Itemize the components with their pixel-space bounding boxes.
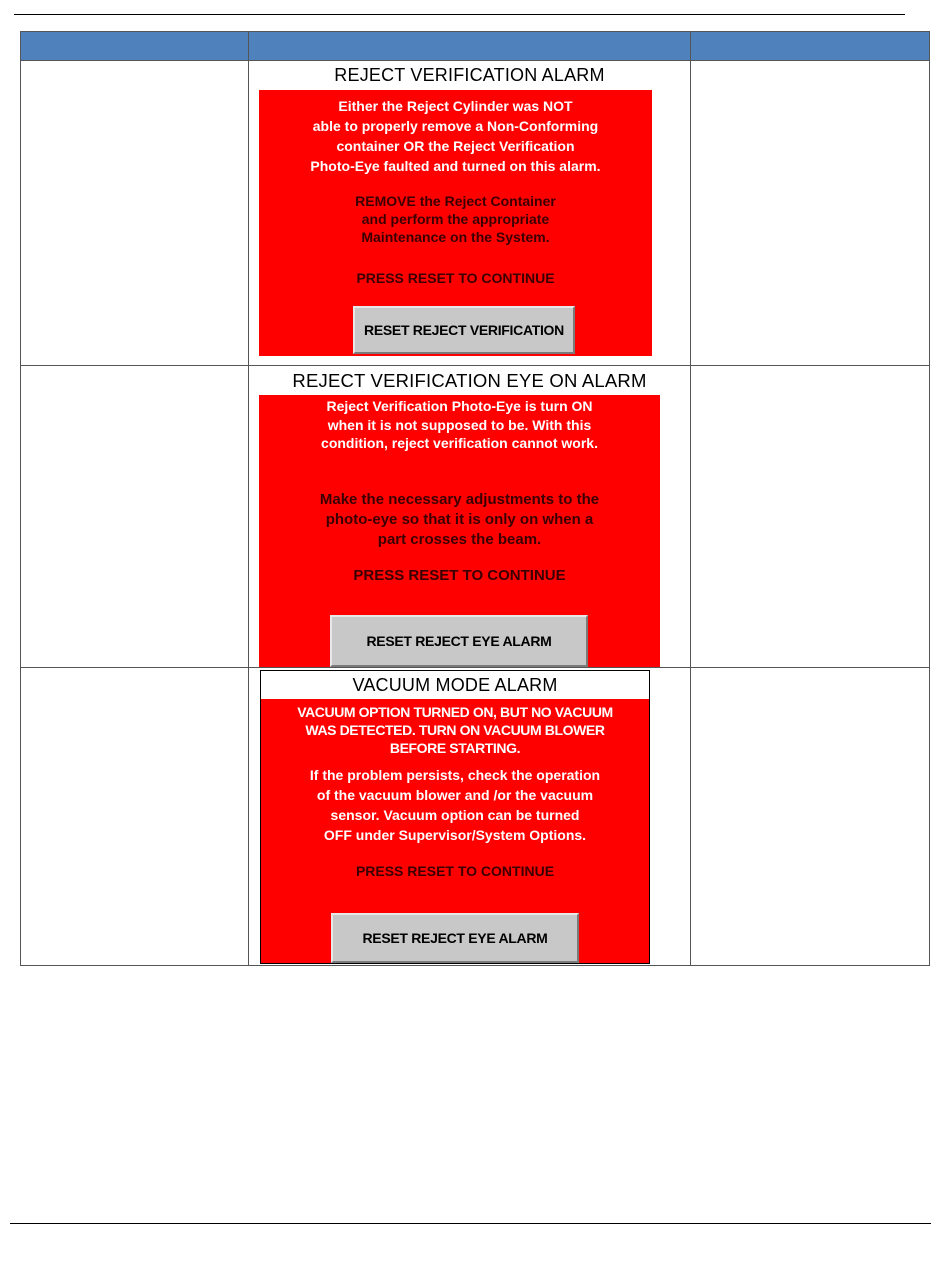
alarm-screen-cell [249,366,691,668]
alarm-instruction-line: If the problem persists, check the operation [309,767,601,783]
alarm-panel-reject-eye-on [249,366,690,667]
alarm-text-line: VACUUM OPTION TURNED ON, BUT NO VACUUM [297,704,613,720]
table-cell-empty [691,366,930,668]
alarm-instruction-line: Maintenance on the System. [361,229,550,245]
table-row [21,366,930,668]
table-header-cell [21,32,249,61]
alarm-text-line: able to properly remove a Non-Conforming [312,118,599,134]
vacuum-alarm-frame [260,670,650,964]
alarm-instruction-line: Make the necessary adjustments to the [319,490,600,508]
alarm-title: REJECT VERIFICATION EYE ON ALARM [292,370,647,391]
table-cell-empty [691,668,930,966]
alarm-screen-cell [249,668,691,966]
alarm-instruction-line: part crosses the beam. [377,530,542,548]
alarm-panel-reject-verification [249,61,690,365]
alarm-panel-vacuum-mode [249,668,690,965]
alarm-text-line: Photo-Eye faulted and turned on this alarm. [310,158,601,174]
table-header-cell [249,32,691,61]
bottom-rule [10,1223,931,1224]
press-reset-text: PRESS RESET TO CONTINUE [355,863,555,879]
alarm-instruction-line: OFF under Supervisor/System Options. [323,827,587,843]
table-row [21,668,930,966]
alarm-table [20,31,930,966]
alarm-instruction-line: and perform the appropriate [361,211,550,227]
table-cell-empty [21,366,249,668]
reset-reject-verification-button[interactable]: RESET REJECT VERIFICATION [353,306,575,354]
alarm-message-box [261,699,649,963]
reset-reject-eye-alarm-button[interactable]: RESET REJECT EYE ALARM [330,615,588,667]
alarm-message-box [259,395,660,667]
alarm-text-line: Either the Reject Cylinder was NOT [338,98,573,114]
alarm-instruction-line: of the vacuum blower and /or the vacuum [316,787,594,803]
top-rule [14,14,905,15]
table-cell-empty [21,668,249,966]
table-header-cell [691,32,930,61]
table-row [21,61,930,366]
alarm-text-line: WAS DETECTED. TURN ON VACUUM BLOWER [305,722,605,738]
alarm-text-line: BEFORE STARTING. [389,740,521,756]
table-header-row [21,32,930,61]
reset-reject-eye-alarm-button[interactable]: RESET REJECT EYE ALARM [331,913,579,963]
alarm-title: VACUUM MODE ALARM [352,675,558,695]
alarm-text-line: condition, reject verification cannot work. [321,435,598,451]
press-reset-text: PRESS RESET TO CONTINUE [353,566,566,584]
alarm-text-line: container OR the Reject Verification [336,138,575,154]
table-cell-empty [21,61,249,366]
table-cell-empty [691,61,930,366]
alarm-instruction-line: sensor. Vacuum option can be turned [330,807,580,823]
alarm-instruction-line: REMOVE the Reject Container [355,193,556,209]
alarm-screen-cell [249,61,691,366]
alarm-instruction-line: photo-eye so that it is only on when a [325,510,594,528]
press-reset-text: PRESS RESET TO CONTINUE [356,270,555,286]
alarm-message-box [259,90,652,356]
alarm-text-line: when it is not supposed to be. With this [327,416,592,433]
alarm-text-line: Reject Verification Photo-Eye is turn ON [326,398,593,414]
alarm-title: REJECT VERIFICATION ALARM [334,65,605,85]
